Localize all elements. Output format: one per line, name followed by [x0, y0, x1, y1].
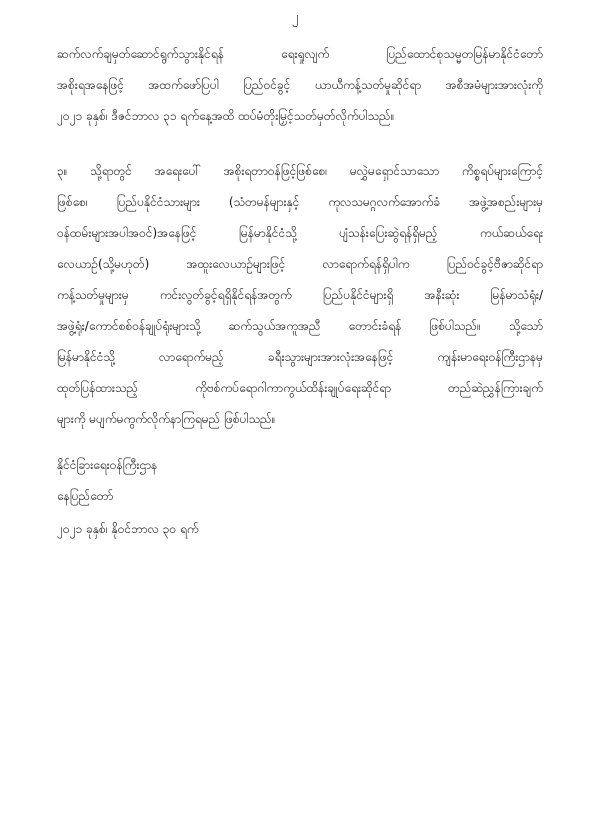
- paragraph-1-line: အစိုးရအနေဖြင့် အထက်ဖော်ပြပါ ပြည်ဝင်ခွင့် ယာယီကန့်သတ်မှုဆိုင်ရာ အစီအမံများအားလုံးကို: [57, 78, 543, 92]
- paragraph-2-line: များကို မပျက်မကွက်လိုက်နာကြရမည် ဖြစ်ပါသည်။: [57, 412, 276, 426]
- paragraph-2-line: မြန်မာနိုင်ငံသို့ လာရောက်မည့် ခရီးသွားများအားလုံးအနေဖြင့် ကျန်းမာရေးဝန်ကြီးဌာနမှ: [57, 350, 543, 364]
- paragraph-2-line: အဖွဲ့ရုံး/ကောင်စစ်ဝန်ချုပ်ရုံးများသို့ ဆက်သွယ်အကူအညီ တောင်းခံရန် ဖြစ်ပါသည်။ သို့သော်: [57, 319, 543, 333]
- page-number: ၂: [291, 10, 299, 25]
- paragraph-2-line: ကန့်သတ်မှုများမှ ကင်းလွတ်ခွင့်ရရှိနိုင်ရန်အတွက် ပြည်ပနိုင်ငံများရှိ အနီးဆုံး မြန်မာသံရုံး/: [57, 288, 543, 302]
- paragraph-2-line: ၃။ သို့ရာတွင် အရေးပေါ် အစိုးရတာဝန်ဖြင့်ဖြစ်စေ၊ မလွှဲမရှောင်သာသော ကိစ္စရပ်များကြောင့်: [57, 164, 543, 178]
- paragraph-2-line: ဝန်ထမ်းများအပါအဝင်)အနေဖြင့် မြန်မာနိုင်ငံသို့ ပျံသန်းပြေးဆွဲရန်ရှိမည့် ကယ်ဆယ်ရေး: [57, 226, 543, 240]
- signature-date: ၂၀၂၁ ခုနှစ်၊ နိုဝင်ဘာလ ၃၀ ရက်: [57, 522, 199, 536]
- paragraph-1-line: ၂၀၂၁ ခုနှစ်၊ ဒီဇင်ဘာလ ၃၁ ရက်နေ့အထိ ထပ်မံတိုးမြှင့်သတ်မှတ်လိုက်ပါသည်။: [57, 109, 395, 123]
- signature-organization: နိုင်ငံခြားရေးဝန်ကြီးဌာန: [57, 458, 158, 472]
- signature-place: နေပြည်တော်: [57, 489, 114, 503]
- paragraph-2-line: ဖြစ်စေ၊ ပြည်ပနိုင်ငံသားများ (သံတမန်များနှင့် ကုလသမဂ္ဂလက်အောက်ခံ အဖွဲ့အစည်းများမှ: [57, 195, 543, 209]
- paragraph-2: [57, 156, 543, 435]
- paragraph-1-line: ဆက်လက်ချမှတ်ဆောင်ရွက်သွားနိုင်ရန် ရေးရှုလျက် ပြည်ထောင်စုသမ္မတမြန်မာနိုင်ငံတော်: [57, 47, 543, 61]
- paragraph-1: [57, 39, 543, 132]
- paragraph-2-line: လေယာဉ်(သို့မဟုတ်) အထူးလေယာဉ်များဖြင့် လာရောက်ရန်ရှိပါက ပြည်ဝင်ခွင့်ဗီဇာဆိုင်ရာ: [57, 257, 543, 271]
- paragraph-2-line: ထုတ်ပြန်ထားသည့် ကိုဗစ်ကပ်ရောဂါကာကွယ်ထိန်းချုပ်ရေးဆိုင်ရာ တည်ဆဲညွှန်ကြားချက်: [57, 381, 543, 395]
